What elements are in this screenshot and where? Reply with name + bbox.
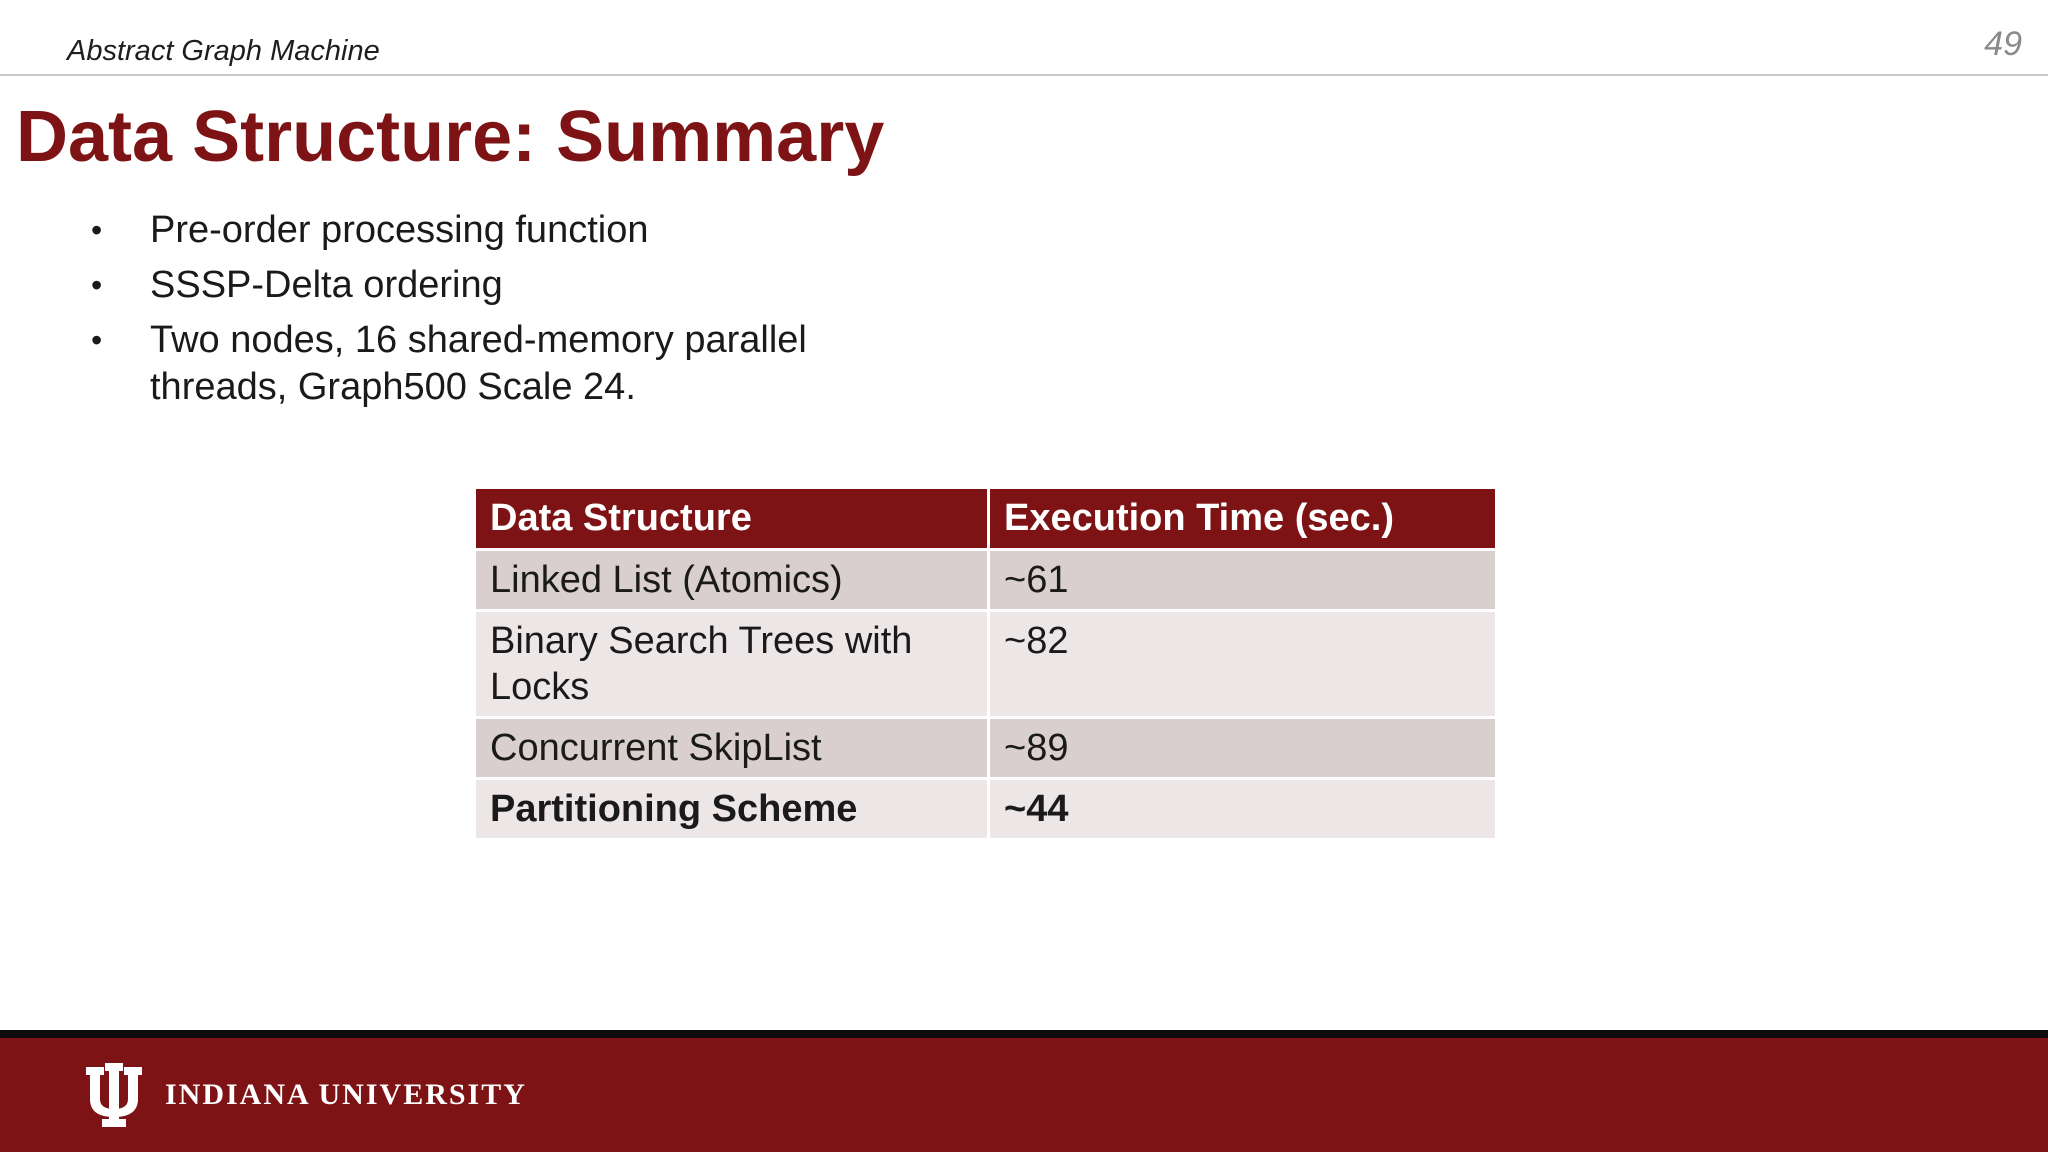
summary-table <box>473 486 1498 841</box>
cell-execution-time: ~44 <box>989 779 1497 840</box>
cell-data-structure: Partitioning Scheme <box>475 779 989 840</box>
table-row <box>475 550 1497 611</box>
footer-bar <box>0 1038 2048 1152</box>
bullet-icon: • <box>91 267 103 303</box>
bullet-list <box>91 207 830 419</box>
bullet-text: SSSP-Delta ordering <box>150 264 503 306</box>
page-number: 49 <box>1984 25 2022 63</box>
bullet-text: Two nodes, 16 shared-memory parallel threads, Graph500 Scale 24. <box>150 319 807 408</box>
bullet-item <box>91 262 830 309</box>
cell-data-structure: Binary Search Trees with Locks <box>475 611 989 718</box>
bullet-item <box>91 317 830 411</box>
column-header-execution-time: Execution Time (sec.) <box>989 488 1497 550</box>
bullet-icon: • <box>91 322 103 358</box>
table-row <box>475 611 1497 718</box>
header-divider <box>0 74 2048 76</box>
deck-title: Abstract Graph Machine <box>67 35 380 67</box>
table-header-row <box>475 488 1497 550</box>
cell-execution-time: ~82 <box>989 611 1497 718</box>
bullet-text: Pre-order processing function <box>150 209 649 251</box>
cell-data-structure: Linked List (Atomics) <box>475 550 989 611</box>
bullet-item <box>91 207 830 254</box>
column-header-data-structure: Data Structure <box>475 488 989 550</box>
table-row-highlighted <box>475 779 1497 840</box>
cell-execution-time: ~89 <box>989 718 1497 779</box>
footer-top-band <box>0 1030 2048 1038</box>
bullet-icon: • <box>91 212 103 248</box>
slide-title: Data Structure: Summary <box>16 97 885 177</box>
iu-trident-icon <box>86 1063 142 1127</box>
cell-execution-time: ~61 <box>989 550 1497 611</box>
cell-data-structure: Concurrent SkipList <box>475 718 989 779</box>
university-wordmark: INDIANA UNIVERSITY <box>165 1078 527 1111</box>
table-row <box>475 718 1497 779</box>
